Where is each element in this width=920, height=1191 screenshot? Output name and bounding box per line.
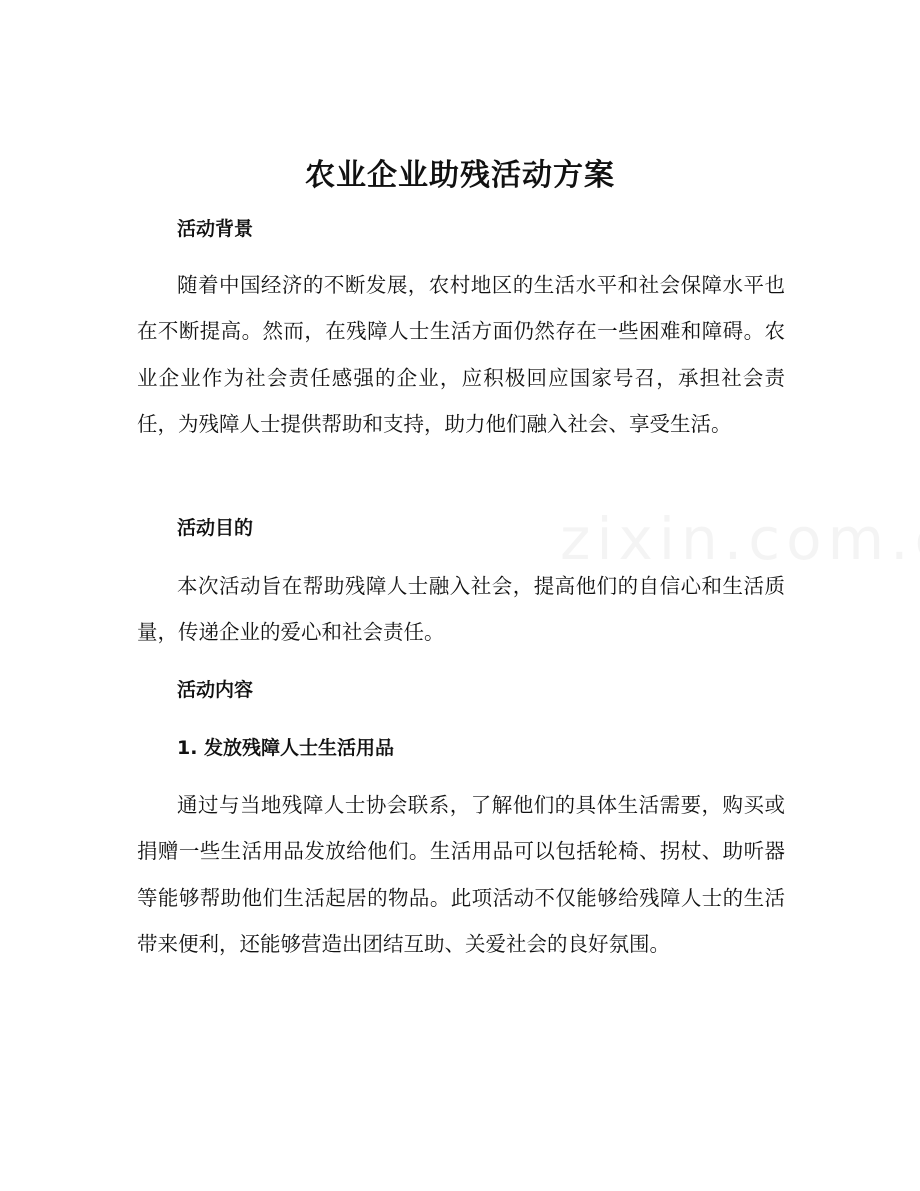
item-heading-supplies: 1. 发放残障人士生活用品 xyxy=(177,737,395,759)
paragraph-supplies: 通过与当地残障人士协会联系，了解他们的具体生活需要，购买或捐赠一些生活用品发放给他们。生活用品可以包括轮椅、拐杖、助听器等能够帮助他们生活起居的物品。此项活动不仅能够给残障人士的生活带来便利，还能够营造出团结互助、关爱社会的良好氛围。 xyxy=(137,793,785,956)
paragraph-background: 随着中国经济的不断发展，农村地区的生活水平和社会保障水平也在不断提高。然而，在残障人士生活方面仍然存在一些困难和障碍。农业企业作为社会责任感强的企业，应积极回应国家号召，承担社会责任，为残障人士提供帮助和支持，助力他们融入社会、享受生活。 xyxy=(137,273,785,436)
section-heading-background: 活动背景 xyxy=(177,218,254,240)
paragraph-goal: 本次活动旨在帮助残障人士融入社会，提高他们的自信心和生活质量，传递企业的爱心和社会责任。 xyxy=(137,574,785,645)
document-title: 农业企业助残活动方案 xyxy=(305,158,615,193)
section-heading-goal: 活动目的 xyxy=(177,517,254,539)
section-heading-content: 活动内容 xyxy=(177,679,254,701)
